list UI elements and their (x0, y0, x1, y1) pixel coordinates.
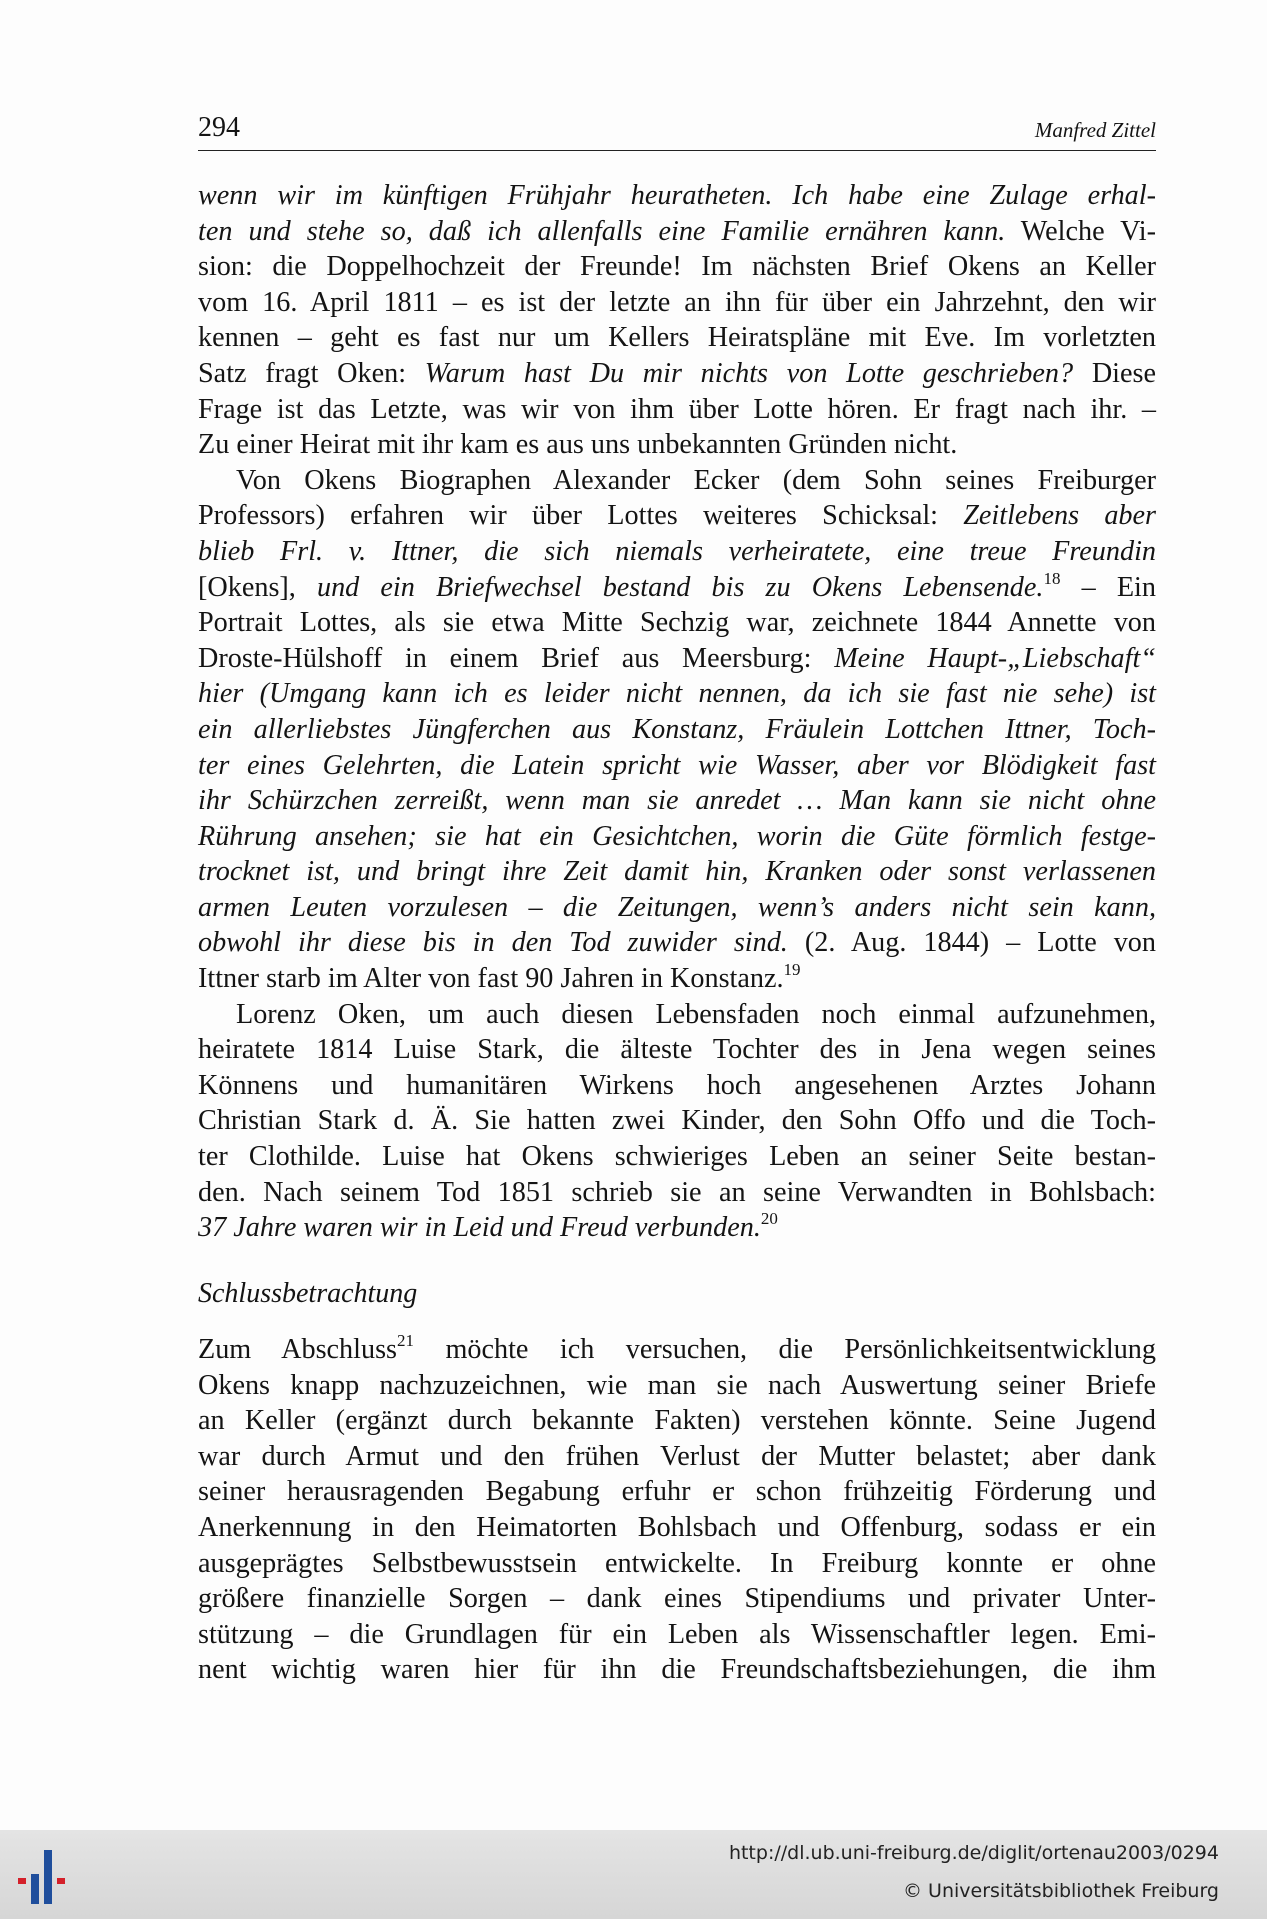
text-line (198, 1210, 1156, 1246)
section-heading: Schlussbetrachtung (198, 1278, 418, 1309)
footnote-ref[interactable]: 19 (783, 960, 801, 980)
quote-text: blieb Frl. v. Ittner, die sich niemals verheiratete, eine treue Freundin (198, 535, 1156, 567)
paragraph-3 (198, 997, 1156, 1246)
text-line (198, 783, 1156, 819)
text-line: Okens knapp nachzuzeichnen, wie man sie nach Auswertung seiner Briefe (198, 1369, 1156, 1401)
text-line: stützung – die Grundlagen für ein Leben als Wissenschaftler legen. Emi- (198, 1618, 1156, 1650)
quote-text: 37 Jahre waren wir in Leid und Freud verbunden. (198, 1212, 761, 1244)
text-line (198, 178, 1156, 214)
text-line (198, 1332, 1156, 1368)
text-line (198, 748, 1156, 784)
text-line: kennen – geht es fast nur um Kellers Heiratspläne mit Eve. Im vorletzten (198, 322, 1156, 354)
quote-text: wenn wir im künftigen Frühjahr heuratheten. Ich habe eine Zulage erhal- (198, 180, 1156, 211)
ub-freiburg-logo-icon (18, 1844, 82, 1908)
text-line (198, 961, 1156, 997)
footnote-ref[interactable]: 18 (1043, 568, 1061, 588)
text-span: Droste-Hülshoff in einem Brief aus Meersburg: (198, 642, 835, 674)
page-number: 294 (198, 112, 240, 143)
text-span: Satz fragt Oken: (198, 357, 425, 389)
text-span: Zum Abschluss (198, 1334, 398, 1365)
text-line (198, 712, 1156, 748)
text-line: vom 16. April 1811 – es ist der letzte an ihn für über ein Jahrzehnt, den wir (198, 286, 1156, 318)
quote-text: ein allerliebstes Jüngferchen aus Konstanz, Fräulein Lottchen Ittner, Toch- (198, 713, 1156, 745)
text-span: Professors) erfahren wir über Lottes weiteres Schicksal: (198, 500, 964, 532)
text-span: Welche Vi- (1005, 215, 1156, 247)
text-line: Lorenz Oken, um auch diesen Lebensfaden noch einmal aufzunehmen, (236, 998, 1156, 1030)
text-line (198, 854, 1156, 890)
text-line (198, 534, 1156, 570)
text-line: sion: die Doppelhochzeit der Freunde! Im nächsten Brief Okens an Keller (198, 251, 1156, 283)
text-line (198, 570, 1156, 606)
text-line: nent wichtig waren hier für ihn die Freundschaftsbeziehungen, die ihm (198, 1654, 1156, 1686)
quote-text: Meine Haupt-„Liebschaft“ (834, 642, 1156, 674)
paragraph-4 (198, 1332, 1156, 1688)
body-text (198, 178, 1156, 1246)
text-span: Ittner starb im Alter von fast 90 Jahren in Konstanz. (198, 963, 784, 995)
text-line: Könnens und humanitären Wirkens hoch angesehenen Arztes Johann (198, 1069, 1156, 1101)
text-line: an Keller (ergänzt durch bekannte Fakten) verstehen könnte. Seine Jugend (198, 1405, 1156, 1437)
quote-text: und ein Briefwechsel bestand bis zu Okens Lebensende. (316, 571, 1044, 603)
text-span: (2. Aug. 1844) – Lotte von (787, 927, 1156, 959)
text-line (198, 925, 1156, 961)
text-line: größere finanzielle Sorgen – dank eines Stipendiums und privater Unter- (198, 1583, 1156, 1615)
text-line: ausgeprägtes Selbstbewusstsein entwickelte. In Freiburg konnte er ohne (198, 1547, 1156, 1579)
text-span: möchte ich versuchen, die Persönlichkeitsentwicklung (414, 1334, 1156, 1365)
text-line: Portrait Lottes, als sie etwa Mitte Sechzig war, zeichnete 1844 Annette von (198, 607, 1156, 639)
text-span: [Okens], (198, 571, 317, 603)
text-line (198, 214, 1156, 250)
quote-text: ten und stehe so, daß ich allenfalls eine Familie ernähren kann. (198, 215, 1006, 247)
quote-text: Zeitlebens aber (963, 500, 1156, 532)
text-line (198, 676, 1156, 712)
quote-text: armen Leuten vorzulesen – die Zeitungen, wenn’s anders nicht sein kann, (198, 891, 1156, 923)
footnote-ref[interactable]: 21 (397, 1331, 415, 1350)
text-line (198, 498, 1156, 534)
text-line: ter Clothilde. Luise hat Okens schwieriges Leben an seiner Seite bestan- (198, 1141, 1156, 1173)
source-url-link[interactable]: http://dl.ub.uni-freiburg.de/diglit/ortenau2003/0294 (728, 1842, 1219, 1864)
paragraph-1 (198, 178, 1156, 463)
page-header (198, 108, 1156, 151)
quote-text: obwohl ihr diese bis in den Tod zuwider sind. (198, 927, 788, 959)
text-line: Frage ist das Letzte, was wir von ihm über Lotte hören. Er fragt nach ihr. – (198, 393, 1156, 425)
text-line (198, 641, 1156, 677)
running-head-author: Manfred Zittel (1034, 118, 1156, 142)
text-line (198, 819, 1156, 855)
body-text-section (198, 1332, 1156, 1688)
text-span: – Ein (1060, 571, 1156, 603)
quote-text: Warum hast Du mir nichts von Lotte geschrieben? (424, 357, 1074, 389)
text-line: heiratete 1814 Luise Stark, die älteste Tochter des in Jena wegen seines (198, 1034, 1156, 1066)
text-line: Von Okens Biographen Alexander Ecker (dem Sohn seines Freiburger (236, 464, 1156, 496)
text-line: seiner herausragenden Begabung erfuhr er schon frühzeitig Förderung und (198, 1476, 1156, 1508)
quote-text: ihr Schürzchen zerreißt, wenn man sie anredet … Man kann sie nicht ohne (198, 785, 1156, 817)
text-line: war durch Armut und den frühen Verlust der Mutter belastet; aber dank (198, 1440, 1156, 1472)
quote-text: Rührung ansehen; sie hat ein Gesichtchen, worin die Güte förmlich festge- (198, 820, 1156, 852)
quote-text: trocknet ist, und bringt ihre Zeit damit hin, Kranken oder sonst verlassenen (198, 856, 1156, 888)
text-line (198, 890, 1156, 926)
paragraph-2 (198, 463, 1156, 997)
text-line: Christian Stark d. Ä. Sie hatten zwei Kinder, den Sohn Offo und die Toch- (198, 1105, 1156, 1137)
quote-text: hier (Umgang kann ich es leider nicht nennen, da ich sie fast nie sehe) ist (198, 678, 1156, 710)
text-line: den. Nach seinem Tod 1851 schrieb sie an seine Verwandten in Bohlsbach: (198, 1176, 1156, 1208)
text-line (198, 356, 1156, 392)
copyright-notice: © Universitätsbibliothek Freiburg (903, 1880, 1219, 1902)
footer-bar (0, 1830, 1267, 1919)
text-span: Diese (1073, 357, 1156, 389)
quote-text: ter eines Gelehrten, die Latein spricht wie Wasser, aber vor Blödigkeit fast (198, 749, 1156, 781)
text-line: Anerkennung in den Heimatorten Bohlsbach und Offenburg, sodass er ein (198, 1511, 1156, 1543)
footnote-ref[interactable]: 20 (760, 1209, 778, 1229)
text-line: Zu einer Heirat mit ihr kam es aus uns unbekannten Gründen nicht. (198, 429, 958, 461)
